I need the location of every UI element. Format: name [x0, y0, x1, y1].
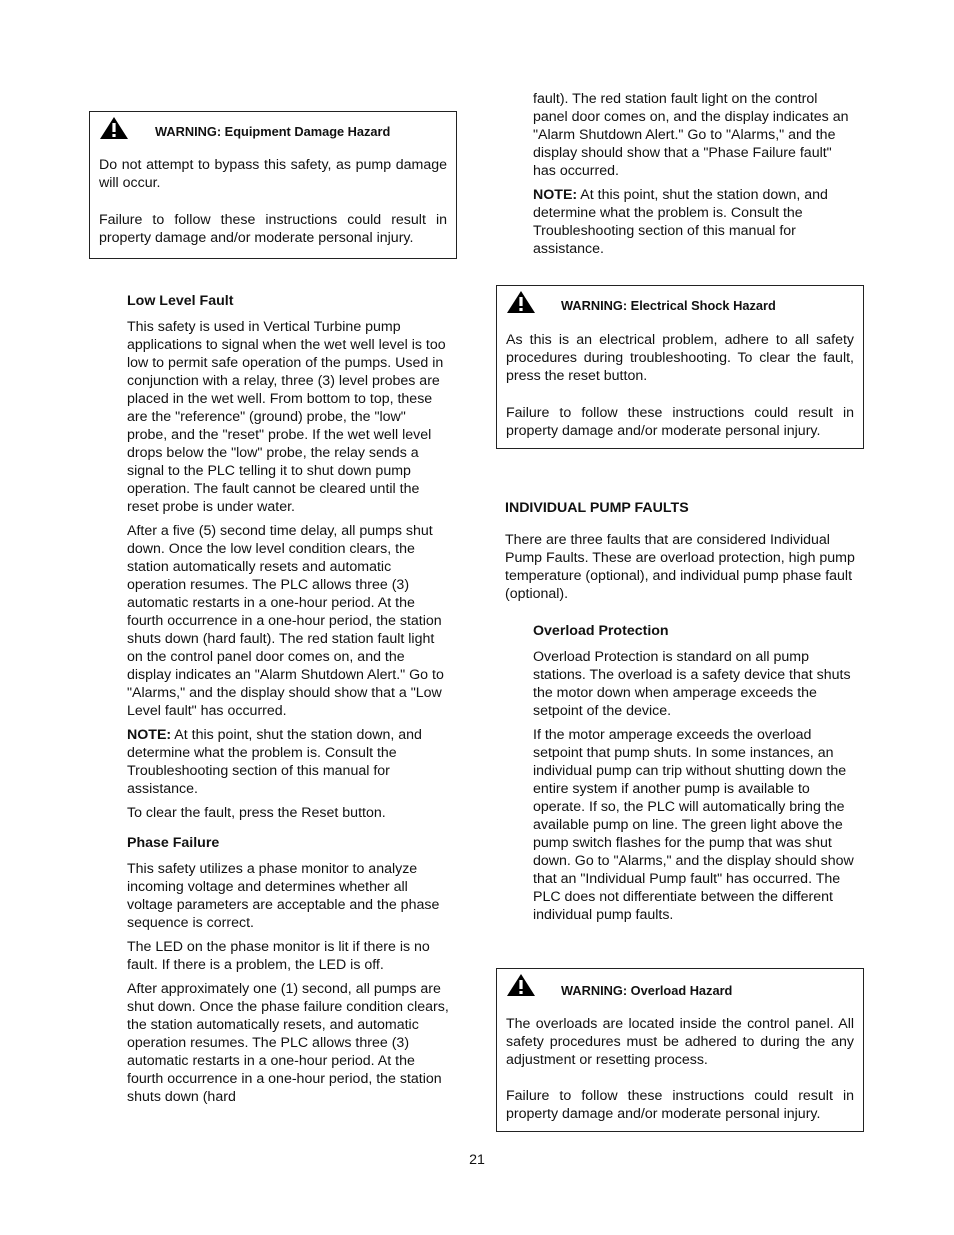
warning-box-equipment-damage: [89, 111, 457, 259]
warning-text: Do not attempt to bypass this safety, as pump damage will occur.: [99, 157, 447, 191]
warning-title: WARNING: Electrical Shock Hazard: [561, 298, 776, 313]
warning-text: Failure to follow these instructions could result in property damage and/or moderate personal injury.: [506, 1088, 854, 1122]
note-label: NOTE:: [127, 727, 172, 743]
paragraph: The LED on the phase monitor is lit if there is no fault. If there is a problem, the LED is off.: [127, 939, 430, 973]
section-heading-individual-pump-faults: INDIVIDUAL PUMP FAULTS: [505, 500, 689, 516]
paragraph: Overload Protection is standard on all pump stations. The overload is a safety device that shuts the motor down when amperage exceeds the setpoint of the device.: [533, 649, 851, 719]
note-text: At this point, shut the station down, and determine what the problem is. Consult the Troubleshooting section of this manual for assistance.: [533, 187, 828, 257]
paragraph: After approximately one (1) second, all pumps are shut down. Once the phase failure condition clears, the station automatically resets, and automatic operation resumes. The PLC allows three (3) automatic restarts in a one-hour period. At the fourth occurrence in a one-hour period, the station shuts down (hard: [127, 981, 449, 1105]
note-paragraph: [127, 726, 449, 798]
warning-box-overload: [496, 968, 864, 1132]
note-label: NOTE:: [533, 187, 578, 203]
warning-title: WARNING: Equipment Damage Hazard: [155, 124, 391, 139]
warning-triangle-icon: [506, 973, 536, 997]
paragraph: After a five (5) second time delay, all pumps shut down. Once the low level condition clears, the station automatically resets and automatic operation resumes. The PLC allows three (3) automatic restarts in a one-hour period. At the fourth occurrence in a one-hour period, the station shuts down (hard fault). The red station fault light on the control panel door comes on, and the display indicates an "Alarm Shutdown Alert." Go to "Alarms," and the display should show that a "Low Level fault" has occurred.: [127, 523, 444, 719]
warning-header: [506, 290, 854, 320]
right-column-continuation: [533, 90, 855, 258]
paragraph: fault). The red station fault light on the control panel door comes on, and the display indicates an "Alarm Shutdown Alert." Go to "Alarms," and the display should show that a "Phase Failure fault" has occurred.: [533, 91, 849, 179]
left-column: [127, 292, 449, 1106]
warning-triangle-icon: [506, 290, 536, 314]
paragraph: There are three faults that are considered Individual Pump Faults. These are overload protection, high pump temperature (optional), and individual pump phase fault (optional).: [505, 532, 855, 602]
overload-protection-section: [533, 622, 855, 924]
warning-text: As this is an electrical problem, adhere to all safety procedures during troubleshooting. To clear the fault, press the reset button.: [506, 332, 854, 384]
section-heading-phase-failure: Phase Failure: [127, 835, 220, 851]
warning-text: Failure to follow these instructions could result in property damage and/or moderate personal injury.: [99, 212, 447, 246]
paragraph: If the motor amperage exceeds the overload setpoint that pump shuts. In some instances, an individual pump can trip without shutting down the entire system if another pump is available to operate. If so, the PLC will automatically bring the available pump on line. The green light above the pump switch flashes for the pump that was shut down. Go to "Alarms," and the display should show that an "Individual Pump fault" has occurred. The PLC does not differentiate between the different individual pump faults.: [533, 727, 854, 923]
warning-text: The overloads are located inside the control panel. All safety procedures must be adhered to during the any adjustment or resetting process.: [506, 1016, 854, 1068]
section-heading-overload-protection: Overload Protection: [533, 623, 669, 639]
paragraph: This safety is used in Vertical Turbine pump applications to signal when the wet well level is too low to permit safe operation of the pumps. Used in conjunction with a relay, three (3) level probes are placed in the wet well. From bottom to top, these are the "reference" (ground) probe, the "low" probe, and the "reset" probe. If the wet well level drops below the "low" probe, the relay sends a signal to the PLC telling it to shut down pump operation. The fault cannot be cleared until the reset probe is under water.: [127, 319, 446, 515]
paragraph: This safety utilizes a phase monitor to analyze incoming voltage and determines whether all voltage parameters are acceptable and the phase sequence is correct.: [127, 861, 440, 931]
warning-text: Failure to follow these instructions could result in property damage and/or moderate personal injury.: [506, 405, 854, 439]
note-text: At this point, shut the station down, and determine what the problem is. Consult the Troubleshooting section of this manual for assistance.: [127, 727, 422, 797]
warning-title: WARNING: Overload Hazard: [561, 983, 733, 998]
section-heading-low-level-fault: Low Level Fault: [127, 293, 234, 309]
page-number: 21: [469, 1152, 485, 1168]
warning-triangle-icon: [99, 116, 129, 140]
warning-header: [99, 116, 447, 146]
paragraph: To clear the fault, press the Reset button.: [127, 805, 386, 821]
warning-header: [506, 973, 854, 1003]
individual-pump-faults-section: [505, 499, 855, 603]
note-paragraph: [533, 186, 855, 258]
warning-box-electrical-shock: [496, 285, 864, 449]
